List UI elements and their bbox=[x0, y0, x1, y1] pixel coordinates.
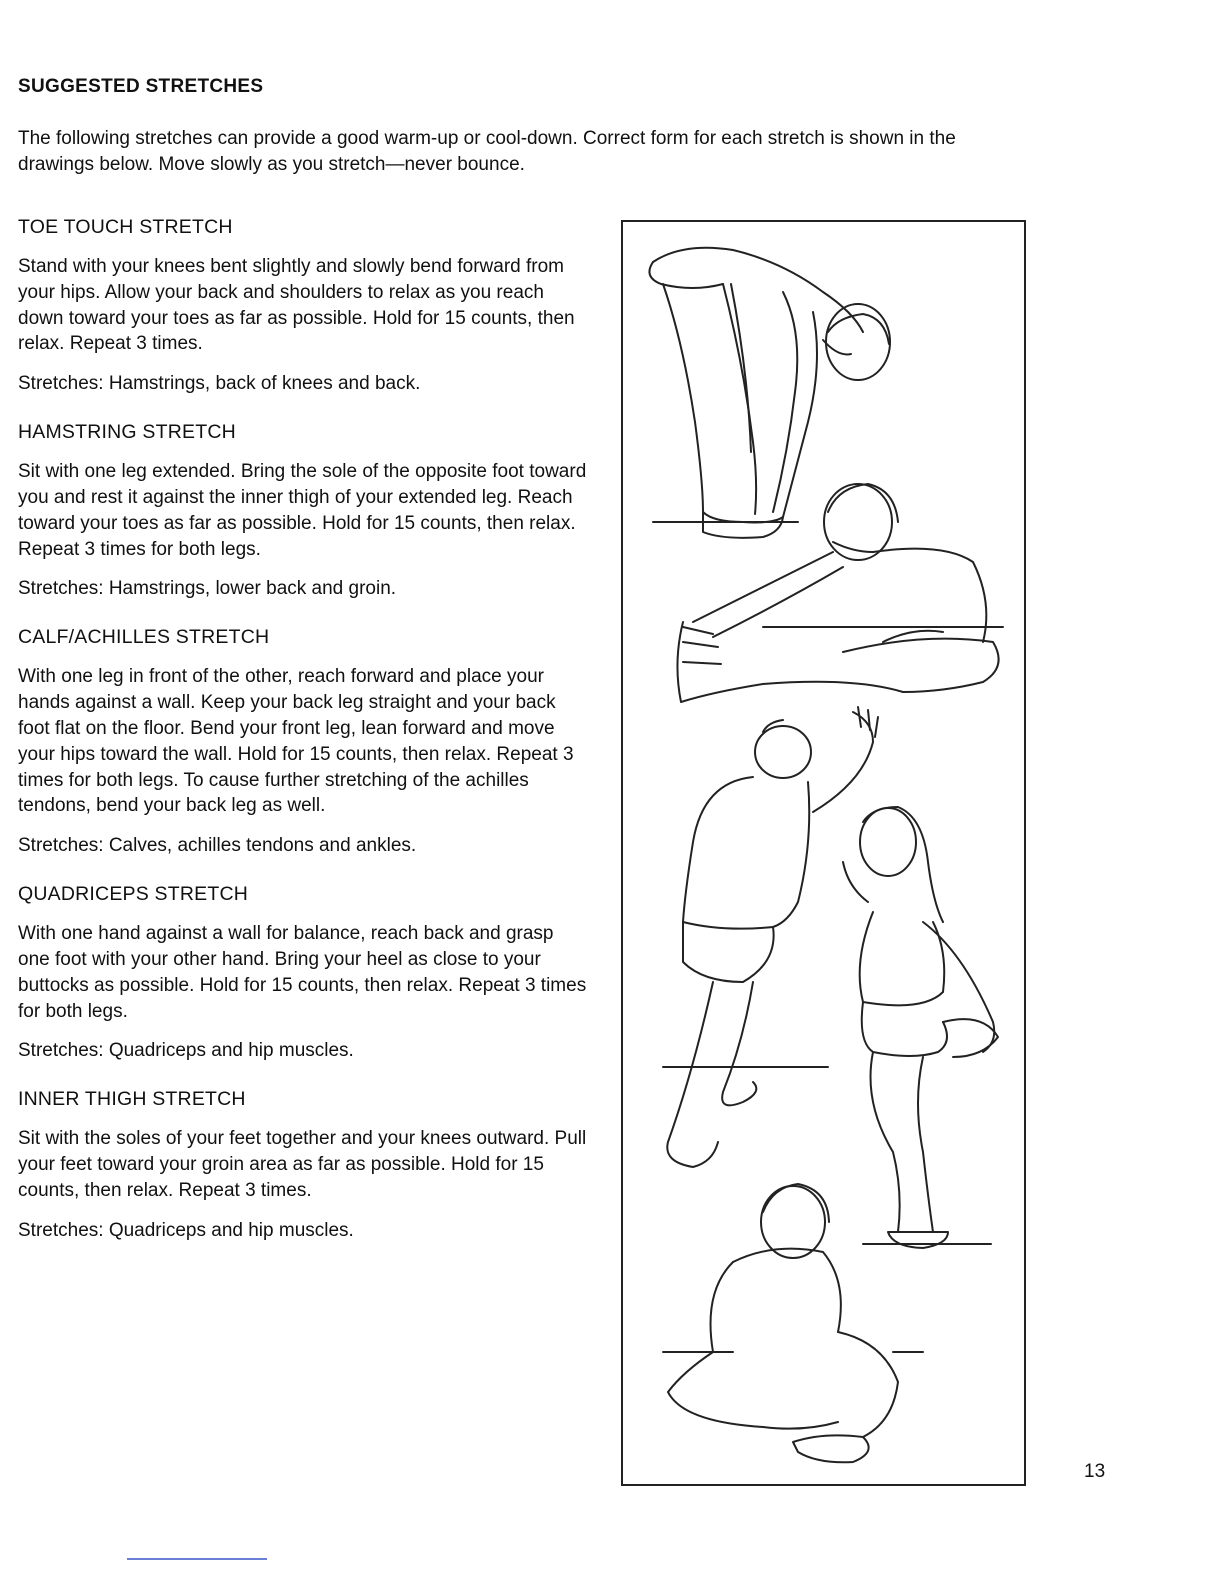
section-calf-achilles bbox=[18, 624, 588, 859]
section-stretches: Stretches: Calves, achilles tendons and ankles. bbox=[18, 835, 417, 857]
page-heading: SUGGESTED STRETCHES bbox=[18, 76, 264, 97]
hamstring-figure bbox=[677, 484, 1003, 702]
section-body: With one leg in front of the other, reach forward and place your hands against a wall. Keep your back leg straight and your back foot flat on the floor. Bend your front leg, lean forward and move your hips toward the wall. Hold for 15 counts, then relax. Repeat 3 times for both legs. To cause further stretching of the achilles tendons, bend your back leg as well. bbox=[18, 666, 574, 817]
stretch-illustrations bbox=[623, 222, 1024, 1484]
footer-rule bbox=[127, 1558, 267, 1560]
section-title: HAMSTRING STRETCH bbox=[18, 421, 236, 444]
page-number: 13 bbox=[1084, 1461, 1106, 1482]
section-title: TOE TOUCH STRETCH bbox=[18, 216, 233, 238]
section-body: Sit with the soles of your feet together and your knees outward. Pull your feet toward your groin area as far as possible. Hold for 15 counts, then relax. Repeat 3 times. bbox=[18, 1128, 587, 1201]
section-hamstring bbox=[18, 419, 588, 602]
section-body: Stand with your knees bent slightly and slowly bend forward from your hips. Allow your back and shoulders to relax as you reach down toward your toes as far as possible. Hold for 15 counts, then relax. Repeat 3 times. bbox=[18, 256, 575, 355]
section-stretches: Stretches: Quadriceps and hip muscles. bbox=[18, 1219, 354, 1241]
section-inner-thigh bbox=[18, 1086, 588, 1243]
section-stretches: Stretches: Quadriceps and hip muscles. bbox=[18, 1040, 354, 1062]
stretch-illustrations-panel bbox=[621, 220, 1026, 1486]
section-stretches: Stretches: Hamstrings, lower back and groin. bbox=[18, 578, 397, 600]
section-title: QUADRICEPS STRETCH bbox=[18, 883, 249, 906]
stretch-instructions bbox=[18, 214, 588, 1266]
quadriceps-figure bbox=[843, 807, 998, 1248]
section-title: INNER THIGH STRETCH bbox=[18, 1088, 246, 1111]
toe-touch-figure bbox=[649, 248, 890, 538]
section-body: Sit with one leg extended. Bring the sole of the opposite foot toward you and rest it against the inner thigh of your extended leg. Reach toward your toes as far as possible. Hold for 15 counts, then relax. Repeat 3 times for both legs. bbox=[18, 461, 587, 560]
section-body: With one hand against a wall for balance, reach back and grasp one foot with your other hand. Bring your heel as close to your buttocks as possible. Hold for 15 counts, then relax. Repeat 3 times for both legs. bbox=[18, 923, 587, 1022]
section-title: CALF/ACHILLES STRETCH bbox=[18, 626, 270, 649]
inner-thigh-figure bbox=[663, 1184, 923, 1462]
intro-paragraph: The following stretches can provide a good warm-up or cool-down. Correct form for each stretch is shown in the drawings below. Move slowly as you stretch—never bounce. bbox=[18, 128, 956, 175]
section-stretches: Stretches: Hamstrings, back of knees and back. bbox=[18, 373, 421, 395]
section-toe-touch bbox=[18, 214, 588, 397]
calf-achilles-figure bbox=[663, 707, 878, 1167]
section-quadriceps bbox=[18, 881, 588, 1064]
